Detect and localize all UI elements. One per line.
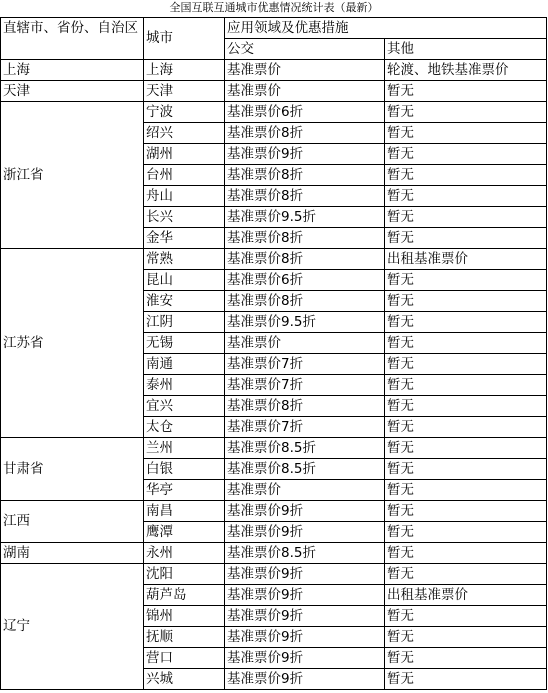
- city-cell: 锦州: [144, 606, 225, 627]
- other-discount-cell: 出租基准票价: [385, 249, 547, 270]
- discount-table: [0, 17, 547, 690]
- bus-discount-cell: 基准票价9折: [225, 648, 385, 669]
- province-cell: 湖南: [1, 543, 144, 564]
- city-cell: 永州: [144, 543, 225, 564]
- bus-discount-cell: 基准票价8.5折: [225, 543, 385, 564]
- city-cell: 沈阳: [144, 564, 225, 585]
- other-discount-cell: 出租基准票价: [385, 585, 547, 606]
- bus-discount-cell: 基准票价9折: [225, 564, 385, 585]
- city-cell: 上海: [144, 60, 225, 81]
- city-cell: 兴城: [144, 669, 225, 690]
- other-discount-cell: 暂无: [385, 81, 547, 102]
- other-discount-cell: 暂无: [385, 144, 547, 165]
- other-discount-cell: 暂无: [385, 543, 547, 564]
- city-cell: 葫芦岛: [144, 585, 225, 606]
- header-bus: 公交: [225, 39, 385, 60]
- bus-discount-cell: 基准票价8折: [225, 396, 385, 417]
- table-row: [1, 564, 547, 585]
- bus-discount-cell: 基准票价8折: [225, 165, 385, 186]
- header-other: 其他: [385, 39, 547, 60]
- city-cell: 宜兴: [144, 396, 225, 417]
- header-row-1: [1, 18, 547, 39]
- other-discount-cell: 暂无: [385, 291, 547, 312]
- city-cell: 湖州: [144, 144, 225, 165]
- table-title: 全国互联互通城市优惠情况统计表（最新）: [169, 1, 379, 14]
- other-discount-cell: 暂无: [385, 102, 547, 123]
- table-row: [1, 543, 547, 564]
- province-cell: 上海: [1, 60, 144, 81]
- other-discount-cell: 轮渡、地铁基准票价: [385, 60, 547, 81]
- city-cell: 金华: [144, 228, 225, 249]
- city-cell: 华亭: [144, 480, 225, 501]
- bus-discount-cell: 基准票价9折: [225, 522, 385, 543]
- bus-discount-cell: 基准票价: [225, 81, 385, 102]
- other-discount-cell: 暂无: [385, 438, 547, 459]
- bus-discount-cell: 基准票价8折: [225, 249, 385, 270]
- bus-discount-cell: 基准票价8.5折: [225, 438, 385, 459]
- city-cell: 兰州: [144, 438, 225, 459]
- bus-discount-cell: 基准票价6折: [225, 102, 385, 123]
- other-discount-cell: 暂无: [385, 501, 547, 522]
- city-cell: 宁波: [144, 102, 225, 123]
- bus-discount-cell: 基准票价9折: [225, 585, 385, 606]
- province-cell: 江西: [1, 501, 144, 543]
- city-cell: 太仓: [144, 417, 225, 438]
- table-row: [1, 60, 547, 81]
- other-discount-cell: 暂无: [385, 480, 547, 501]
- bus-discount-cell: 基准票价8折: [225, 123, 385, 144]
- bus-discount-cell: 基准票价7折: [225, 354, 385, 375]
- city-cell: 淮安: [144, 291, 225, 312]
- city-cell: 天津: [144, 81, 225, 102]
- bus-discount-cell: 基准票价9折: [225, 144, 385, 165]
- other-discount-cell: 暂无: [385, 564, 547, 585]
- bus-discount-cell: 基准票价8折: [225, 228, 385, 249]
- bus-discount-cell: 基准票价8.5折: [225, 459, 385, 480]
- other-discount-cell: 暂无: [385, 459, 547, 480]
- city-cell: 抚顺: [144, 627, 225, 648]
- other-discount-cell: 暂无: [385, 165, 547, 186]
- other-discount-cell: 暂无: [385, 375, 547, 396]
- city-cell: 绍兴: [144, 123, 225, 144]
- table-row: [1, 81, 547, 102]
- city-cell: 台州: [144, 165, 225, 186]
- city-cell: 昆山: [144, 270, 225, 291]
- bus-discount-cell: 基准票价9折: [225, 627, 385, 648]
- province-cell: 江苏省: [1, 249, 144, 438]
- bus-discount-cell: 基准票价9折: [225, 669, 385, 690]
- header-measures: 应用领域及优惠措施: [225, 18, 547, 39]
- other-discount-cell: 暂无: [385, 627, 547, 648]
- province-cell: 天津: [1, 81, 144, 102]
- table-row: [1, 438, 547, 459]
- city-cell: 江阴: [144, 312, 225, 333]
- other-discount-cell: 暂无: [385, 396, 547, 417]
- other-discount-cell: 暂无: [385, 522, 547, 543]
- other-discount-cell: 暂无: [385, 186, 547, 207]
- other-discount-cell: 暂无: [385, 417, 547, 438]
- other-discount-cell: 暂无: [385, 606, 547, 627]
- table-row: [1, 501, 547, 522]
- city-cell: 无锡: [144, 333, 225, 354]
- city-cell: 南通: [144, 354, 225, 375]
- bus-discount-cell: 基准票价6折: [225, 270, 385, 291]
- city-cell: 舟山: [144, 186, 225, 207]
- bus-discount-cell: 基准票价: [225, 480, 385, 501]
- bus-discount-cell: 基准票价9.5折: [225, 207, 385, 228]
- other-discount-cell: 暂无: [385, 354, 547, 375]
- table-row: [1, 249, 547, 270]
- other-discount-cell: 暂无: [385, 207, 547, 228]
- province-cell: 辽宁: [1, 564, 144, 690]
- bus-discount-cell: 基准票价8折: [225, 291, 385, 312]
- city-cell: 长兴: [144, 207, 225, 228]
- province-cell: 甘肃省: [1, 438, 144, 501]
- province-cell: 浙江省: [1, 102, 144, 249]
- bus-discount-cell: 基准票价8折: [225, 186, 385, 207]
- other-discount-cell: 暂无: [385, 669, 547, 690]
- city-cell: 白银: [144, 459, 225, 480]
- bus-discount-cell: 基准票价9折: [225, 606, 385, 627]
- city-cell: 泰州: [144, 375, 225, 396]
- city-cell: 营口: [144, 648, 225, 669]
- city-cell: 南昌: [144, 501, 225, 522]
- bus-discount-cell: 基准票价7折: [225, 417, 385, 438]
- other-discount-cell: 暂无: [385, 333, 547, 354]
- other-discount-cell: 暂无: [385, 123, 547, 144]
- other-discount-cell: 暂无: [385, 270, 547, 291]
- bus-discount-cell: 基准票价9.5折: [225, 312, 385, 333]
- header-province: 直辖市、省份、自治区: [1, 18, 144, 60]
- header-city: 城市: [144, 18, 225, 60]
- other-discount-cell: 暂无: [385, 312, 547, 333]
- other-discount-cell: 暂无: [385, 228, 547, 249]
- bus-discount-cell: 基准票价9折: [225, 501, 385, 522]
- bus-discount-cell: 基准票价: [225, 60, 385, 81]
- other-discount-cell: 暂无: [385, 648, 547, 669]
- bus-discount-cell: 基准票价7折: [225, 375, 385, 396]
- city-cell: 鹰潭: [144, 522, 225, 543]
- table-row: [1, 102, 547, 123]
- city-cell: 常熟: [144, 249, 225, 270]
- bus-discount-cell: 基准票价: [225, 333, 385, 354]
